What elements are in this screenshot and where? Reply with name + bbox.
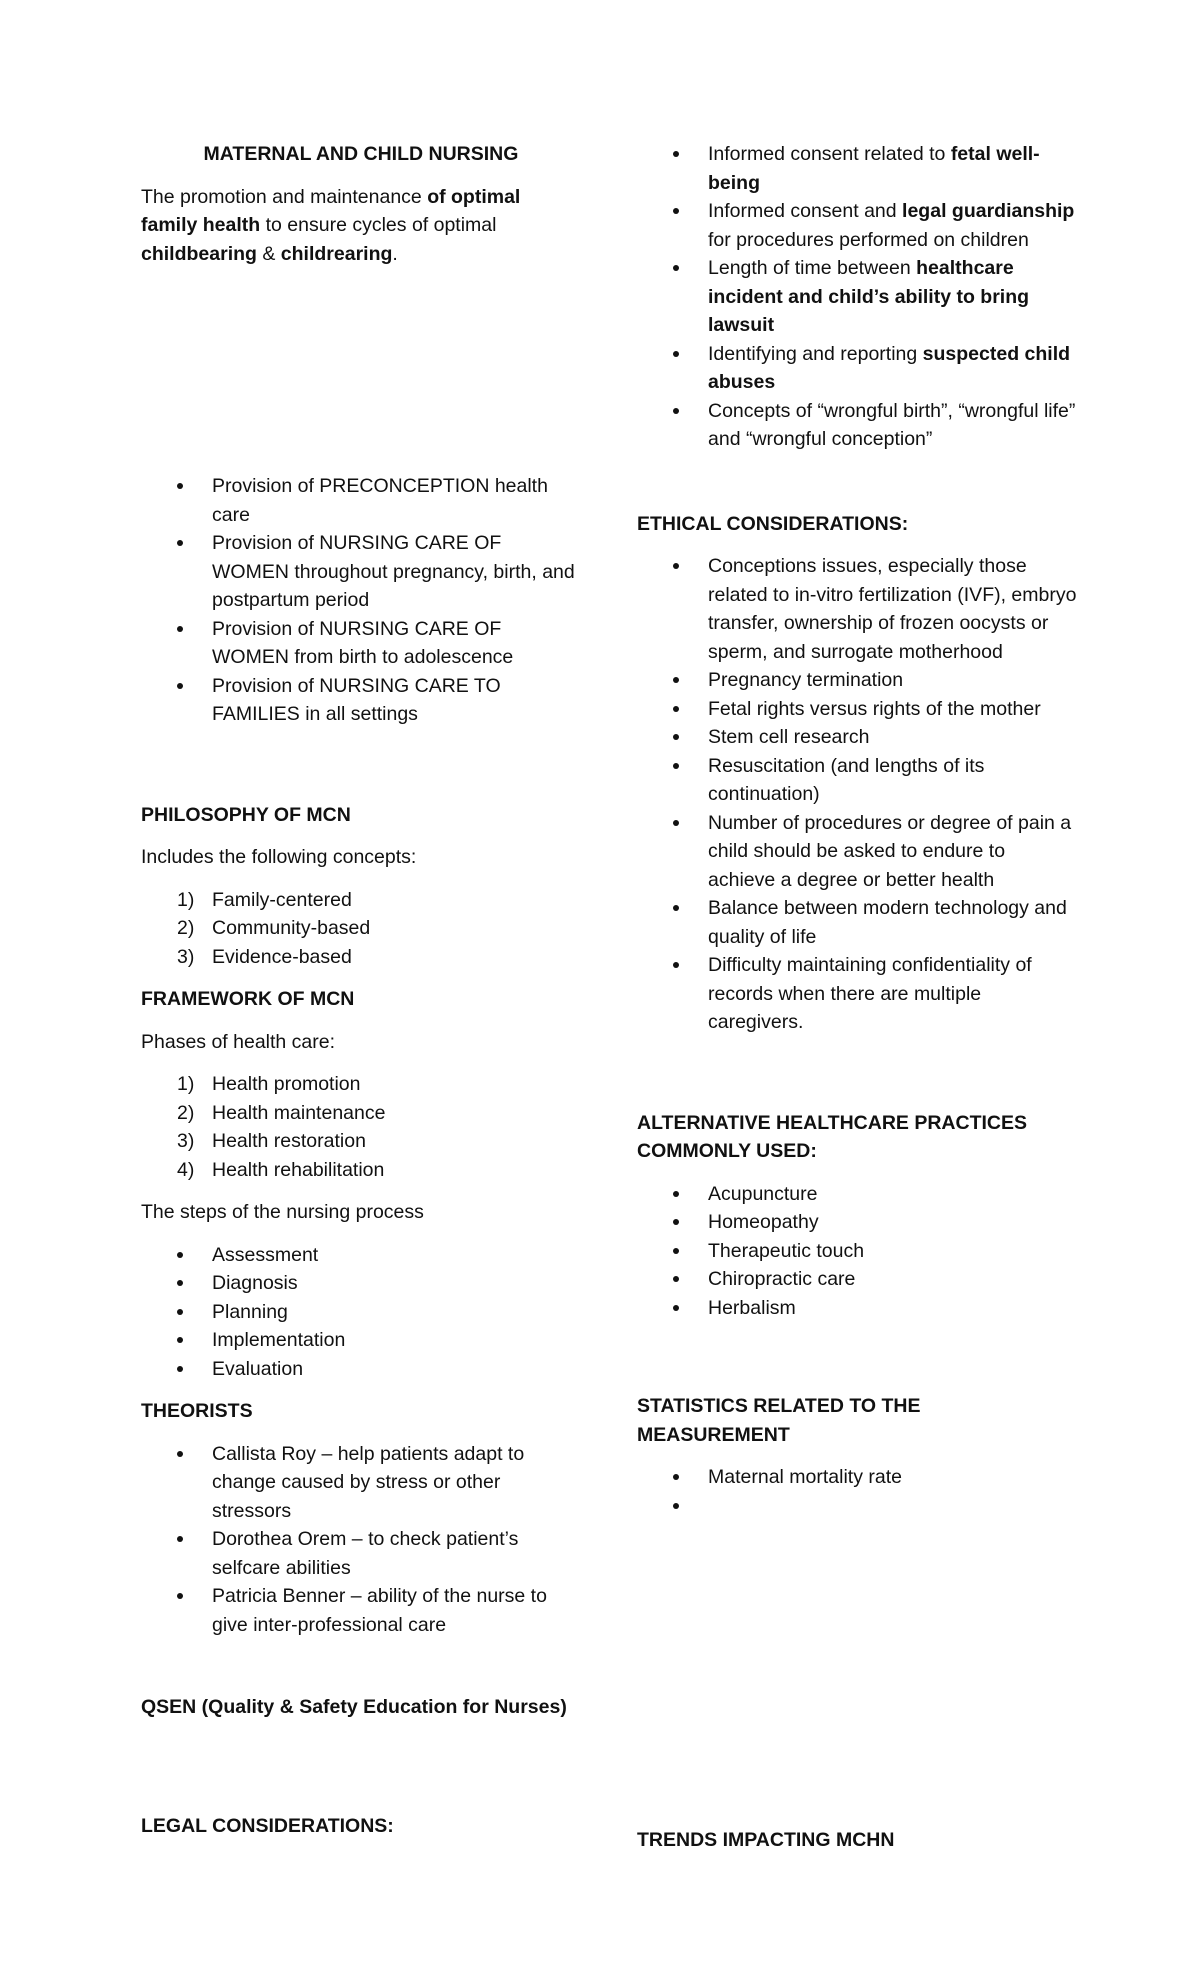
philosophy-heading: PHILOSOPHY OF MCN [141,803,351,826]
scope-list [141,472,581,729]
spacer [637,468,1077,510]
theorists-heading: THEORISTS [141,1400,253,1422]
bullet-icon [177,683,183,689]
list-item-bold: fetal well-being [708,143,1040,194]
list-item-text: Resuscitation (and lengths of its continuation) [708,754,985,805]
list-item [141,943,581,972]
list-item-text: Conceptions issues, especially those related to in-vitro fertilization (IVF), embryo transfer, ownership of frozen oocysts or sperm, and surrogate motherhood [708,555,1077,663]
bullet-icon [673,351,679,357]
bullet-icon [673,763,679,769]
list-item [637,723,1077,752]
list-item-text: Maternal mortality rate [708,1466,902,1488]
list-item-text: Provision of NURSING CARE TO FAMILIES in all settings [212,674,501,725]
list-item-text: Identifying and reporting [708,342,923,365]
bullet-icon [177,1252,183,1258]
qsen-heading: QSEN (Quality & Safety Education for Nurses) [141,1696,567,1718]
list-item-text: Health rehabilitation [212,1158,385,1181]
list-item-text: Provision of PRECONCEPTION health care [212,475,548,526]
spacer [637,1051,1077,1109]
spacer [637,1336,1077,1392]
list-item [141,1355,581,1384]
list-item [141,529,581,615]
list-item-text: Dorothea Orem – to check patient’s selfcare abilities [212,1528,519,1579]
list-item [637,695,1077,724]
list-number: 3) [177,1130,195,1152]
list-item [141,1298,581,1327]
list-item [141,615,581,672]
bullet-icon [177,1337,183,1343]
bullet-icon [673,151,679,157]
bullet-icon [177,1366,183,1372]
list-item-text: Implementation [212,1329,346,1351]
left-column [141,140,581,1854]
steps-intro: The steps of the nursing process [141,1201,424,1223]
bullet-icon [177,1536,183,1542]
right-column [637,140,1077,1869]
list-item [637,752,1077,809]
list-item-text: Family-centered [212,888,352,911]
list-item-text: Concepts of “wrongful birth”, “wrongful life” and “wrongful conception” [708,399,1076,450]
list-item [637,1265,1077,1294]
bullet-icon [177,1280,183,1286]
list-item [141,472,581,529]
bullet-icon [673,265,679,271]
list-item-text: Informed consent related to [708,143,951,165]
list-number: 2) [177,1101,195,1124]
list-item-bold: suspected child abuses [708,342,1071,393]
bullet-icon [177,483,183,489]
spacer [141,1736,581,1812]
list-item-text: Community-based [212,917,371,939]
intro-paragraph [141,183,581,269]
list-item-text: Acupuncture [708,1182,818,1205]
list-item [637,140,1077,197]
list-item [637,1492,1077,1521]
list-item-text: Fetal rights versus rights of the mother [708,697,1041,720]
ethical-heading: ETHICAL CONSIDERATIONS: [637,512,909,535]
list-number: 1) [177,888,195,911]
intro-bold-2: childbearing [141,242,257,265]
intro-text-4: . [392,242,398,265]
list-item-text: Balance between modern technology and quality of life [708,897,1067,948]
theorists-list [141,1440,581,1640]
spacer [141,282,581,472]
bullet-icon [673,1503,679,1509]
list-number: 1) [177,1073,195,1095]
list-item [637,340,1077,397]
list-item [141,1241,581,1270]
ethical-list [637,552,1077,1037]
philosophy-list [141,886,581,972]
bullet-icon [177,1593,183,1599]
list-item-text: Number of procedures or degree of pain a child should be asked to endure to achieve a degree or better health [708,811,1072,891]
legal-list [637,140,1077,454]
list-item [637,397,1077,454]
list-item [637,254,1077,340]
list-item-text: Patricia Benner – ability of the nurse to give inter-professional care [212,1585,547,1636]
legal-heading: LEGAL CONSIDERATIONS: [141,1814,394,1837]
list-item-bold: legal guardianship [902,200,1075,222]
bullet-icon [673,1219,679,1225]
list-item-text: Therapeutic touch [708,1239,865,1262]
list-item [141,672,581,729]
list-item [141,914,581,943]
list-item [141,1070,581,1099]
list-item [637,1180,1077,1209]
list-item [637,1463,1077,1492]
intro-bold-3: childrearing [280,242,393,265]
list-item-text: Homeopathy [708,1211,819,1233]
list-item-text: Health promotion [212,1073,361,1095]
bullet-icon [673,1474,679,1480]
list-item-text: Provision of NURSING CARE OF WOMEN from birth to adolescence [212,617,514,668]
list-item-text: Herbalism [708,1296,796,1319]
list-item-text: Health maintenance [212,1101,386,1124]
list-item-text: Planning [212,1300,288,1323]
list-item [637,809,1077,895]
list-item-text: Pregnancy termination [708,669,904,691]
list-item [637,552,1077,666]
bullet-icon [673,820,679,826]
list-item [637,1208,1077,1237]
bullet-icon [673,734,679,740]
bullet-icon [177,1309,183,1315]
list-item [637,1294,1077,1323]
list-item [637,1237,1077,1266]
statistics-list [637,1463,1077,1520]
list-item [141,1525,581,1582]
list-item-text: Length of time between [708,257,917,279]
bullet-icon [673,677,679,683]
intro-text-3: & [256,242,281,265]
bullet-icon [177,540,183,546]
spacer [141,743,581,801]
list-item-bold: healthcare incident and child’s ability to bring lawsuit [708,257,1030,336]
list-item [637,951,1077,1037]
alternative-list [637,1180,1077,1323]
bullet-icon [177,626,183,632]
list-item-text: Health restoration [212,1130,366,1152]
list-item-text: Assessment [212,1243,319,1266]
bullet-icon [673,905,679,911]
list-item [141,1582,581,1639]
list-item-text: Difficulty maintaining confidentiality of records when there are multiple caregivers. [708,954,1032,1033]
statistics-heading: STATISTICS RELATED TO THE MEASUREMENT [637,1395,921,1446]
list-number: 3) [177,945,195,968]
list-item-text: for procedures performed on children [708,228,1029,251]
trends-heading: TRENDS IMPACTING MCHN [637,1829,895,1851]
intro-text-2: to ensure cycles of optimal [260,214,497,236]
intro-bold-1: of optimal family health [141,185,521,236]
bullet-icon [673,706,679,712]
list-item-text: Informed consent and [708,200,903,222]
spacer [637,1534,1077,1826]
list-item [141,886,581,915]
intro-text-1: The promotion and maintenance [141,185,428,208]
alternative-heading: ALTERNATIVE HEALTHCARE PRACTICES COMMONLY USED: [637,1111,1027,1162]
list-item [141,1326,581,1355]
bullet-icon [673,1248,679,1254]
list-item-text: Evidence-based [212,945,352,968]
spacer [141,1653,581,1693]
phases-list [141,1070,581,1184]
page-title: MATERNAL AND CHILD NURSING [203,143,519,165]
phases-intro: Phases of health care: [141,1030,336,1053]
list-item-text: Callista Roy – help patients adapt to change caused by stress or other stressors [212,1442,525,1522]
list-number: 4) [177,1158,195,1181]
list-item [637,197,1077,254]
bullet-icon [673,1276,679,1282]
bullet-icon [673,563,679,569]
bullet-icon [177,1451,183,1457]
steps-list [141,1241,581,1384]
bullet-icon [673,1191,679,1197]
list-item-text: Chiropractic care [708,1268,856,1290]
list-item-text: Diagnosis [212,1272,298,1294]
list-item [637,666,1077,695]
list-number: 2) [177,917,195,939]
list-item-text: Stem cell research [708,726,870,748]
philosophy-intro: Includes the following concepts: [141,846,417,868]
list-item [141,1440,581,1526]
list-item [637,894,1077,951]
framework-heading: FRAMEWORK OF MCN [141,988,355,1010]
list-item [141,1099,581,1128]
bullet-icon [673,962,679,968]
list-item-text: Provision of NURSING CARE OF WOMEN throughout pregnancy, birth, and postpartum period [212,532,575,611]
list-item [141,1127,581,1156]
bullet-icon [673,1305,679,1311]
list-item [141,1269,581,1298]
list-item-text: Evaluation [212,1357,304,1380]
bullet-icon [673,208,679,214]
list-item [141,1156,581,1185]
bullet-icon [673,408,679,414]
